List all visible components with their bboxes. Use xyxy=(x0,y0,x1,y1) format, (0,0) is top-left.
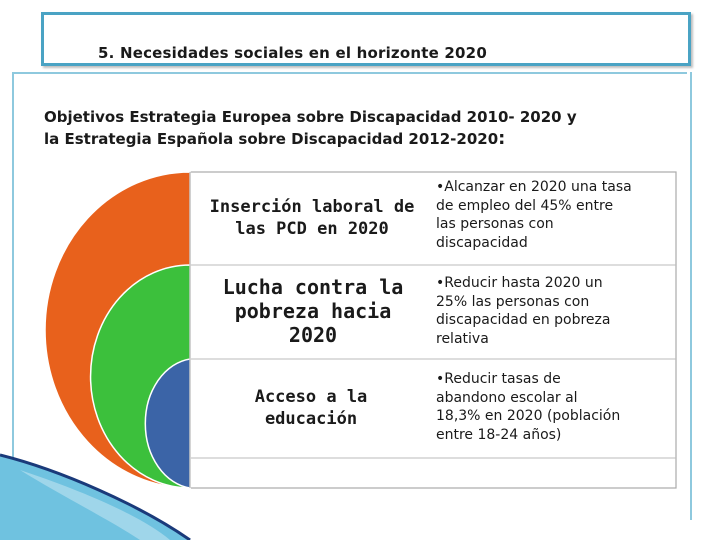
row-1-label xyxy=(196,196,428,240)
row-1-label-line-2: las PCD en 2020 xyxy=(235,219,389,239)
row-3-label xyxy=(206,386,416,430)
row-2-desc-line-2: 25% las personas con xyxy=(436,293,590,310)
row-2-desc-line-4: relativa xyxy=(436,330,489,347)
row-1-label-line-1: Inserción laboral de xyxy=(209,197,415,217)
row-2-label-line-1: Lucha contra la xyxy=(222,275,404,299)
row-3-desc-line-1: •Reducir tasas de xyxy=(436,371,561,387)
row-1-desc-line-4: discapacidad xyxy=(436,234,528,251)
row-2-description xyxy=(436,274,676,348)
row-3-desc-line-3: 18,3% en 2020 (población xyxy=(436,408,621,424)
row-2-desc-line-3: discapacidad en pobreza xyxy=(436,312,611,328)
subtitle-line-1: Objetivos Estrategia Europea sobre Discapacidad 2010- 2020 y xyxy=(44,108,577,126)
subtitle-line-2-text: la Estrategia Española sobre Discapacidad 2012-2020 xyxy=(44,130,499,148)
row-1-description xyxy=(436,178,676,252)
subtitle-colon: : xyxy=(498,128,506,149)
row-3-label-line-1: Acceso a la xyxy=(254,387,368,407)
row-1-desc-line-2: de empleo del 45% entre xyxy=(436,197,614,214)
row-2-label-line-3: 2020 xyxy=(288,323,338,347)
row-3-description xyxy=(436,370,676,444)
row-3-label-line-2: educación xyxy=(264,409,358,429)
row-3-desc-line-4: entre 18-24 años) xyxy=(436,426,562,443)
row-2-label-line-2: pobreza hacia xyxy=(234,299,392,323)
row-1-desc-line-3: las personas con xyxy=(436,216,554,232)
row-3-desc-line-2: abandono escolar al xyxy=(436,389,578,406)
page-title: 5. Necesidades sociales en el horizonte 2020 xyxy=(98,44,487,62)
row-1-desc-line-1: •Alcanzar en 2020 una tasa xyxy=(436,179,632,195)
row-2-label xyxy=(200,275,426,347)
row-2-desc-line-1: •Reducir hasta 2020 un xyxy=(436,275,603,291)
